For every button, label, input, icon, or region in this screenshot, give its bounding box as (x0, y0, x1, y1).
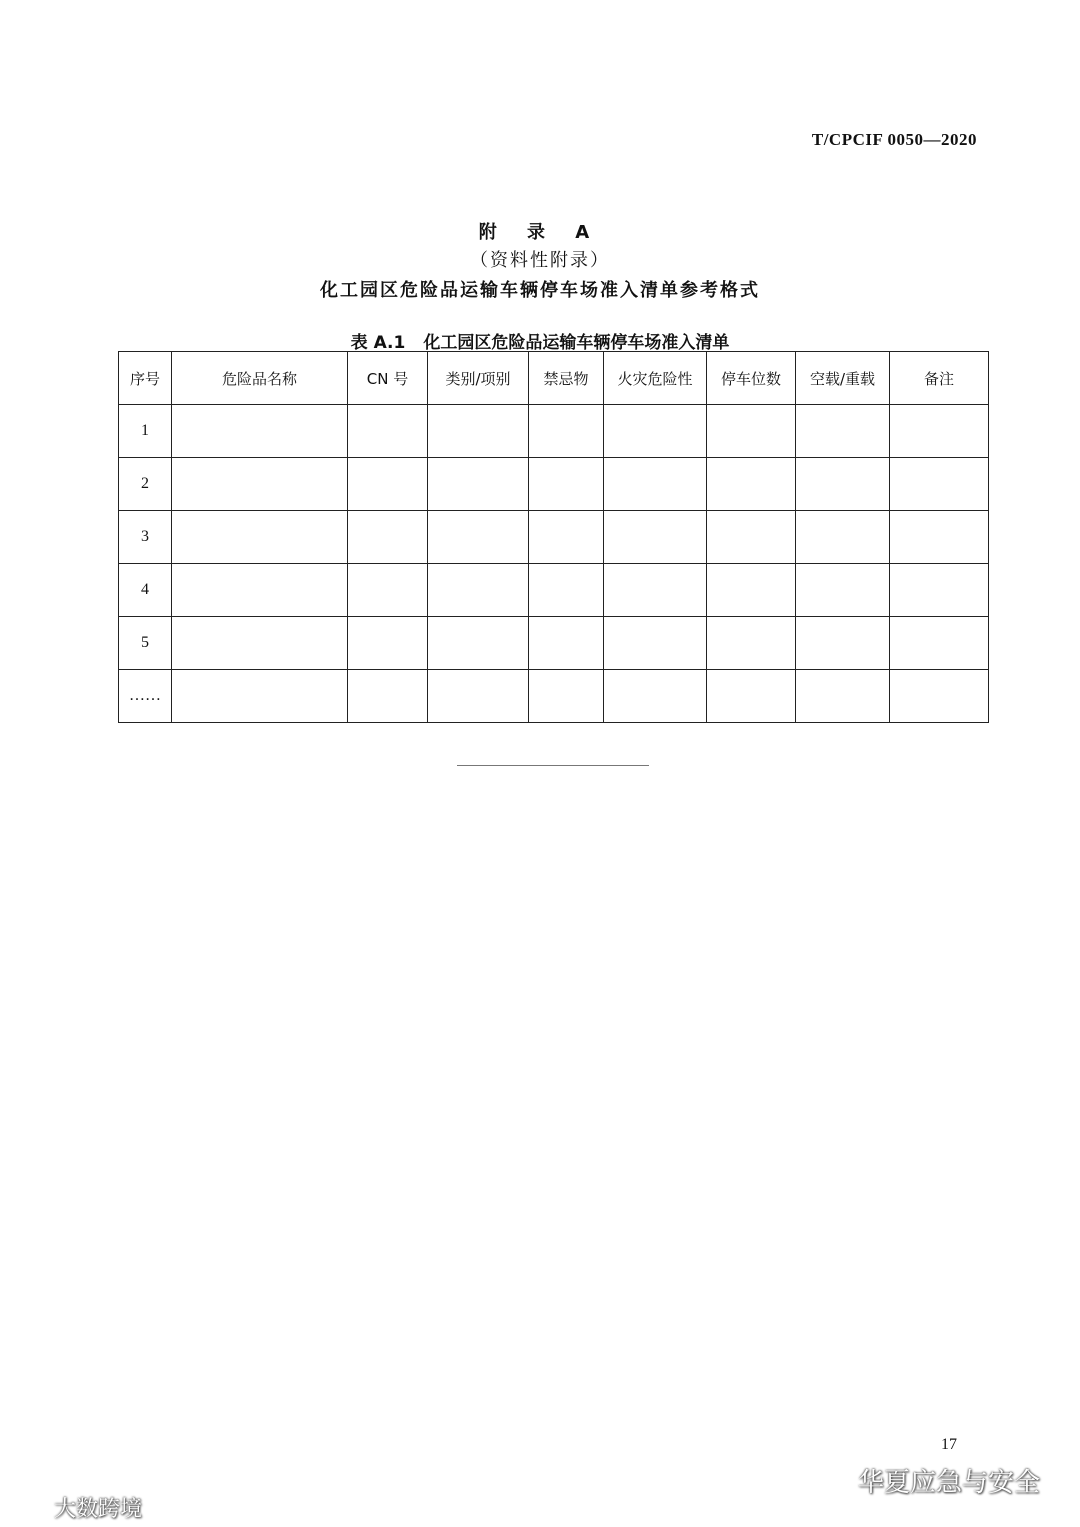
table-cell (890, 617, 989, 670)
row-index: 3 (119, 511, 172, 564)
table-cell (890, 670, 989, 723)
appendix-subtitle: 化工园区危险品运输车辆停车场准入清单参考格式 (320, 280, 760, 301)
table-cell (428, 405, 529, 458)
end-rule (457, 765, 649, 766)
table-cell (707, 458, 796, 511)
table-cell (604, 670, 707, 723)
table-cell (428, 511, 529, 564)
table-caption-title: 化工园区危险品运输车辆停车场准入清单 (423, 333, 730, 353)
table-cell (890, 564, 989, 617)
column-header: CN 号 (348, 352, 428, 405)
table-cell (890, 511, 989, 564)
table-cell (890, 458, 989, 511)
brand-logo-icon (8, 1497, 48, 1519)
table-cell (172, 458, 348, 511)
column-header: 备注 (890, 352, 989, 405)
table-cell (796, 458, 890, 511)
appendix-type: （资料性附录） (470, 250, 610, 271)
table-row (119, 670, 989, 723)
table-cell (707, 617, 796, 670)
table-cell (604, 458, 707, 511)
watermark-right (818, 1462, 1040, 1499)
standard-code: T/CPCIF 0050—2020 (811, 130, 977, 149)
table-cell (172, 511, 348, 564)
table-cell (796, 405, 890, 458)
table-cell (796, 564, 890, 617)
table-cell (529, 405, 604, 458)
table-cell (348, 564, 428, 617)
table-cell (529, 511, 604, 564)
table-cell (529, 458, 604, 511)
table-cell (348, 511, 428, 564)
table-caption-number: 表 A.1 (350, 333, 406, 353)
column-header: 类别/项别 (428, 352, 529, 405)
appendix-title: 附 录 A (478, 222, 602, 243)
page-number: 17 (941, 1436, 957, 1453)
table-cell (707, 670, 796, 723)
table-cell (604, 617, 707, 670)
row-index: 2 (119, 458, 172, 511)
admission-list-table (118, 351, 989, 723)
table-cell (707, 405, 796, 458)
table-caption (0, 328, 1080, 353)
column-header: 停车位数 (707, 352, 796, 405)
table-cell (796, 670, 890, 723)
column-header: 空载/重载 (796, 352, 890, 405)
table-cell (529, 617, 604, 670)
table-cell (348, 405, 428, 458)
wechat-icon (818, 1468, 850, 1494)
table-cell (604, 511, 707, 564)
table-row (119, 617, 989, 670)
row-index: …… (119, 670, 172, 723)
column-header: 火灾危险性 (604, 352, 707, 405)
table-cell (428, 458, 529, 511)
watermark-left (8, 1492, 142, 1523)
table-row (119, 564, 989, 617)
table-cell (604, 405, 707, 458)
table-cell (604, 564, 707, 617)
table-cell (348, 458, 428, 511)
table-cell (348, 617, 428, 670)
table-row (119, 511, 989, 564)
table-cell (348, 670, 428, 723)
table-cell (529, 670, 604, 723)
table-cell (172, 564, 348, 617)
watermark-left-text: 大数跨境 (54, 1497, 143, 1522)
column-header: 序号 (119, 352, 172, 405)
table-cell (890, 405, 989, 458)
table-cell (172, 670, 348, 723)
table-cell (529, 564, 604, 617)
table-row (119, 405, 989, 458)
table-cell (428, 670, 529, 723)
column-header: 危险品名称 (172, 352, 348, 405)
table-row (119, 458, 989, 511)
table-cell (172, 617, 348, 670)
table-header-row (119, 352, 989, 405)
row-index: 1 (119, 405, 172, 458)
column-header: 禁忌物 (529, 352, 604, 405)
table-cell (428, 564, 529, 617)
table-cell (707, 511, 796, 564)
table-cell (428, 617, 529, 670)
row-index: 4 (119, 564, 172, 617)
row-index: 5 (119, 617, 172, 670)
table-cell (707, 564, 796, 617)
table-cell (796, 511, 890, 564)
table-cell (172, 405, 348, 458)
table-cell (796, 617, 890, 670)
watermark-right-text: 华夏应急与安全 (858, 1468, 1041, 1498)
